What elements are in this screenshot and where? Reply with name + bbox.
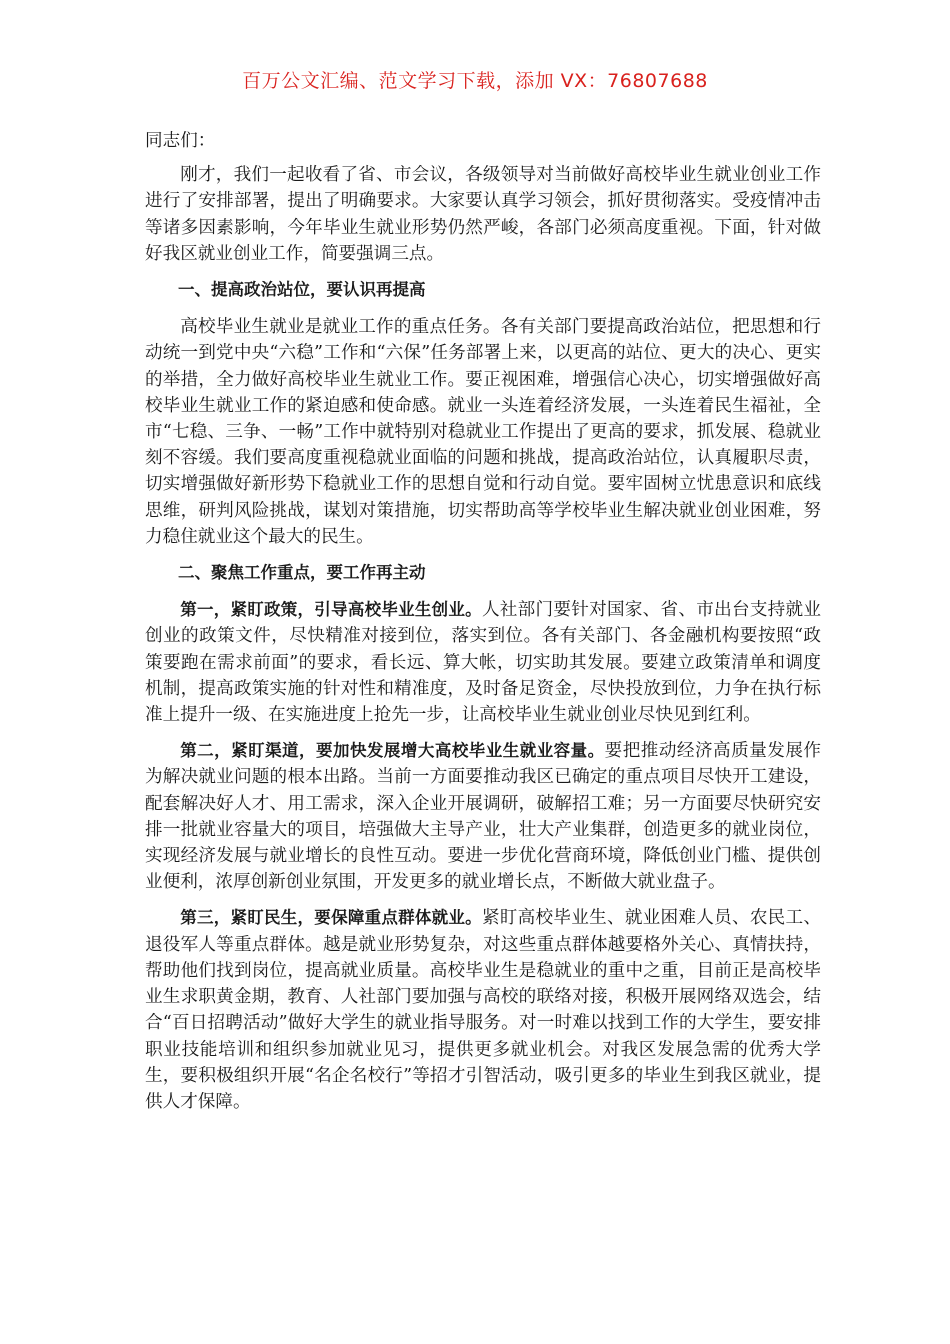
item-3-body: 紧盯高校毕业生、就业困难人员、农民工、退役军人等重点群体。越是就业形势复杂，对这些重点群体越要格外关心、真情扶持，帮助他们找到岗位，提高就业质量。高校毕业生是稳就业的重中之重，目前正是高校毕业生求职黄金期，教育、人社部门要加强与高校的联络对接，积极开展网络双选会，结合“百日招聘活动”做好大学生的就业指导服务。对一时难以找到工作的大学生，要安排职业技能培训和组织参加就业见习，提供更多就业机会。对我区发展急需的优秀大学生，要积极组织开展“名企名校行”等招才引智活动，吸引更多的毕业生到我区就业，提供人才保障。 — [145, 908, 821, 1112]
item-3-paragraph — [145, 905, 821, 1115]
greeting: 同志们： — [145, 131, 216, 151]
item-2-paragraph — [145, 738, 821, 895]
item-3-lead: 第三，紧盯民生，要保障重点群体就业。 — [180, 908, 482, 928]
item-1-body: 人社部门要针对国家、省、市出台支持就业创业的政策文件，尽快精准对接到位，落实到位。各有关部门、各金融机构要按照“政策要跑在需求前面”的要求，看长远、算大帐，切实助其发展。要建立政策清单和调度机制，提高政策实施的针对性和精准度，及时备足资金，尽快投放到位，力争在执行标准上提升一级、在实施进度上抢先一步，让高校毕业生就业创业尽快见到红利。 — [145, 600, 821, 726]
intro-paragraph: 刚才，我们一起收看了省、市会议，各级领导对当前做好高校毕业生就业创业工作进行了安排部署，提出了明确要求。大家要认真学习领会，抓好贯彻落实。受疫情冲击等诸多因素影响，今年毕业生就业形势仍然严峻，各部门必须高度重视。下面，针对做好我区就业创业工作，简要强调三点。 — [145, 165, 821, 264]
watermark-banner: 百万公文汇编、范文学习下载，添加 VX：76807688 — [242, 70, 708, 92]
item-1-paragraph — [145, 597, 821, 728]
section-1-paragraph: 高校毕业生就业是就业工作的重点任务。各有关部门要提高政治站位，把思想和行动统一到党中央“六稳”工作和“六保”任务部署上来，以更高的站位、更大的决心、更实的举措，全力做好高校毕业生就业工作。要正视困难，增强信心决心，切实增强做好高校毕业生就业工作的紧迫感和使命感。就业一头连着经济发展，一头连着民生福祉，全市“七稳、三争、一畅”工作中就特别对稳就业工作提出了更高的要求，抓发展、稳就业刻不容缓。我们要高度重视稳就业面临的问题和挑战，提高政治站位，认真履职尽责，切实增强做好新形势下稳就业工作的思想自觉和行动自觉。要牢固树立忧患意识和底线思维，研判风险挑战，谋划对策措施，切实帮助高等学校毕业生解决就业创业困难，努力稳住就业这个最大的民生。 — [145, 317, 821, 547]
section-2-heading: 二、聚焦工作重点，要工作再主动 — [178, 563, 426, 583]
document-body — [145, 128, 821, 1125]
section-1-heading: 一、提高政治站位，要认识再提高 — [178, 280, 426, 300]
item-1-lead: 第一，紧盯政策，引导高校毕业生创业。 — [180, 600, 482, 620]
item-2-body: 要把推动经济高质量发展作为解决就业问题的根本出路。当前一方面要推动我区已确定的重点项目尽快开工建设，配套解决好人才、用工需求，深入企业开展调研，破解招工难；另一方面要尽快研究安排一批就业容量大的项目，培强做大主导产业，壮大产业集群，创造更多的就业岗位，实现经济发展与就业增长的良性互动。要进一步优化营商环境，降低创业门槛、提供创业便利，浓厚创新创业氛围，开发更多的就业增长点，不断做大就业盘子。 — [145, 741, 821, 893]
item-2-lead: 第二，紧盯渠道，要加快发展增大高校毕业生就业容量。 — [180, 741, 605, 761]
